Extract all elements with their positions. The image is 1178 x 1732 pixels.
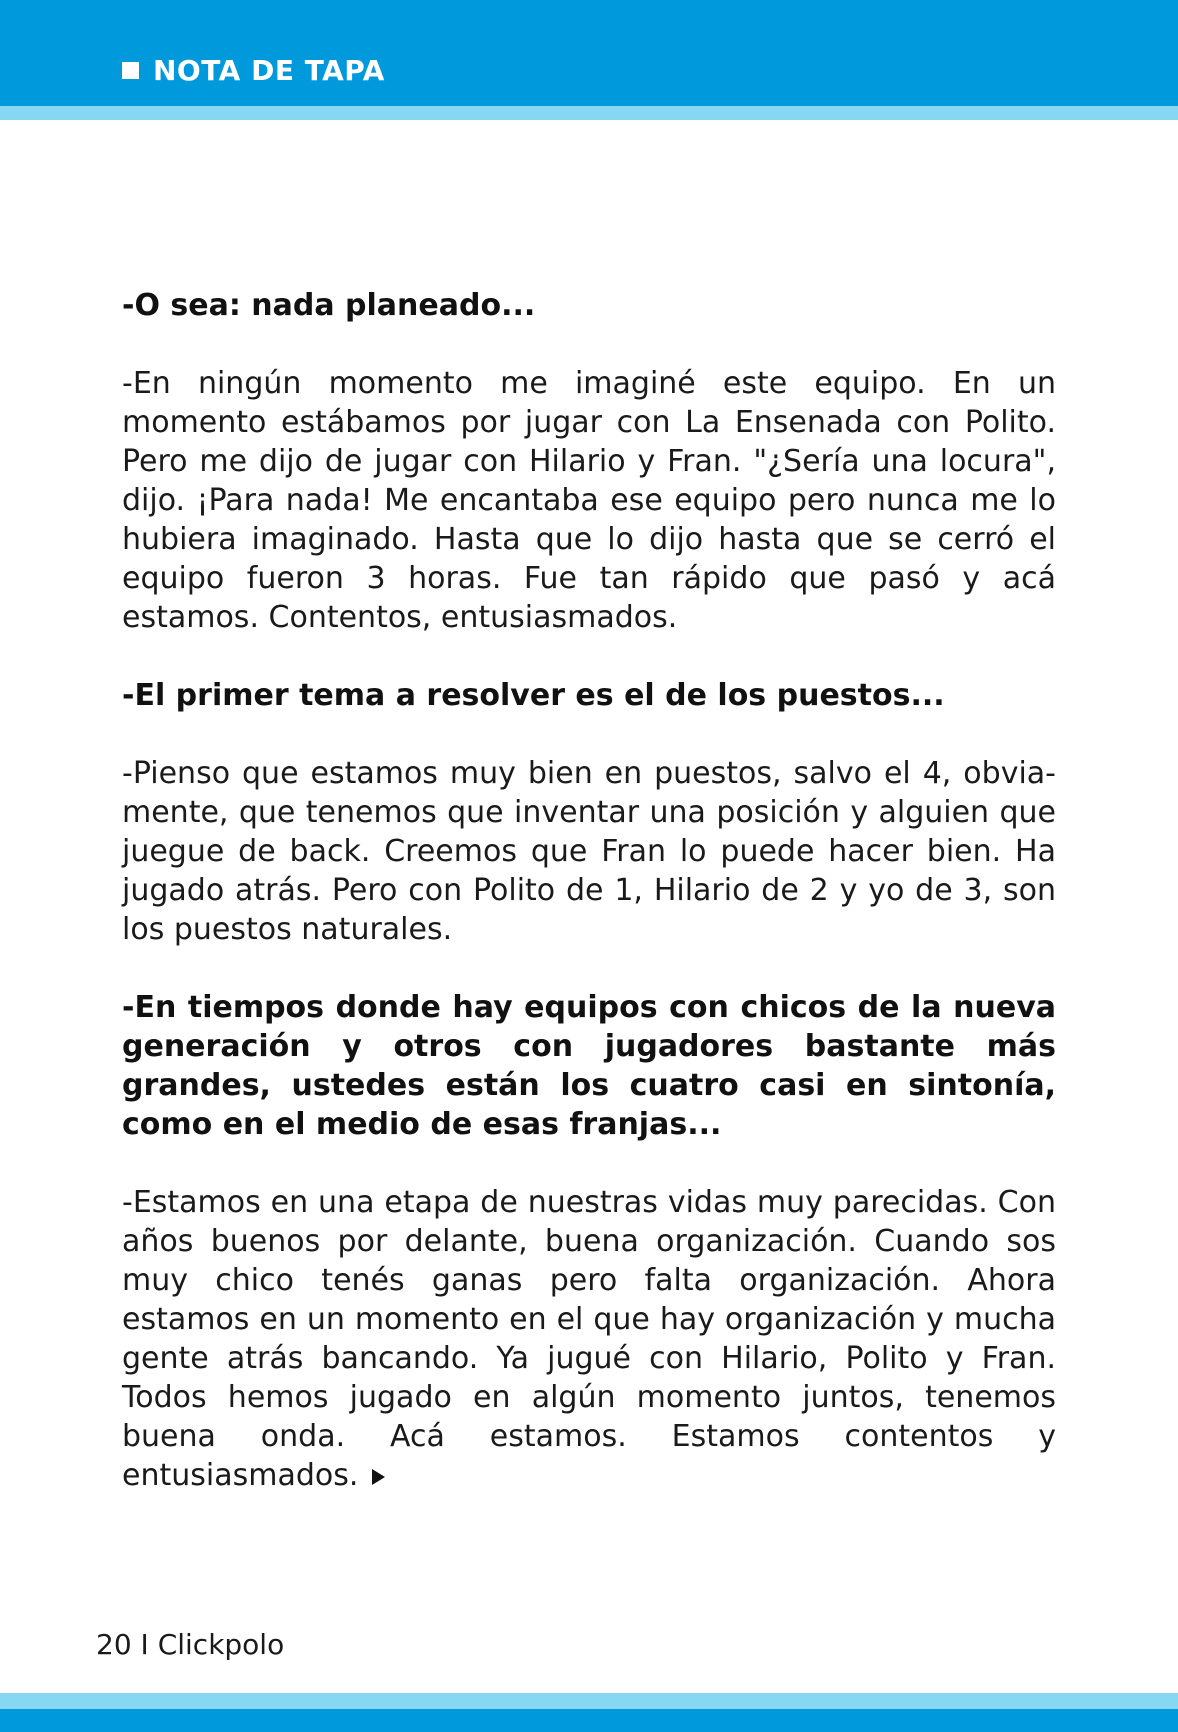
square-bullet-icon: [122, 62, 139, 79]
footer-stripe: [0, 1693, 1178, 1709]
header-stripe: [0, 106, 1178, 120]
article-body: [122, 286, 1056, 1534]
interview-question-2: -El primer tema a resolver es el de los puestos...: [122, 678, 945, 713]
interview-answer-2: -Pienso que estamos muy bien en puestos, salvo el 4, obvia-mente, que tenemos que inventar una posición y alguien que juegue de back. Creemos que Fran lo puede hacer bien. Ha jugado atrás. Pero con Polito de 1, Hilario de 2 y yo de 3, son los puestos naturales.: [122, 756, 1056, 947]
interview-answer-3-text: -Estamos en una etapa de nuestras vidas muy parecidas. Con años buenos por delante, buena organización. Cuando sos muy chico tenés ganas pero falta organización. Ahora estamos en un momento en el que hay organización y mucha gente atrás bancando. Ya jugué con Hilario, Polito y Fran. Todos hemos jugado en algún momento juntos, tenemos buena onda. Acá estamos. Estamos contentos y entusiasmados.: [122, 1185, 1056, 1493]
interview-question-3: -En tiempos donde hay equipos con chicos de la nueva generación y otros con jugadores bastante más grandes, ustedes están los cuatro casi en sintonía, como en el medio de esas franjas...: [122, 990, 1056, 1142]
section-title: NOTA DE TAPA: [153, 53, 385, 87]
interview-answer-3: [122, 1183, 1056, 1495]
interview-question-1: -O sea: nada planeado...: [122, 288, 536, 323]
page-folio: 20 I Clickpolo: [96, 1628, 285, 1661]
continue-triangle-icon: [372, 1469, 385, 1485]
footer-bar: [0, 1709, 1178, 1732]
section-tag: [122, 50, 385, 90]
interview-answer-1: -En ningún momento me imaginé este equipo. En un momento estábamos por jugar con La Ensenada con Polito. Pero me dijo de jugar con Hilario y Fran. "¿Sería una locura", dijo. ¡Para nada! Me encantaba ese equipo pero nunca me lo hubiera imaginado. Hasta que lo dijo hasta que se cerró el equipo fueron 3 horas. Fue tan rápido que pasó y acá estamos. Contentos, entusiasmados.: [122, 366, 1056, 635]
